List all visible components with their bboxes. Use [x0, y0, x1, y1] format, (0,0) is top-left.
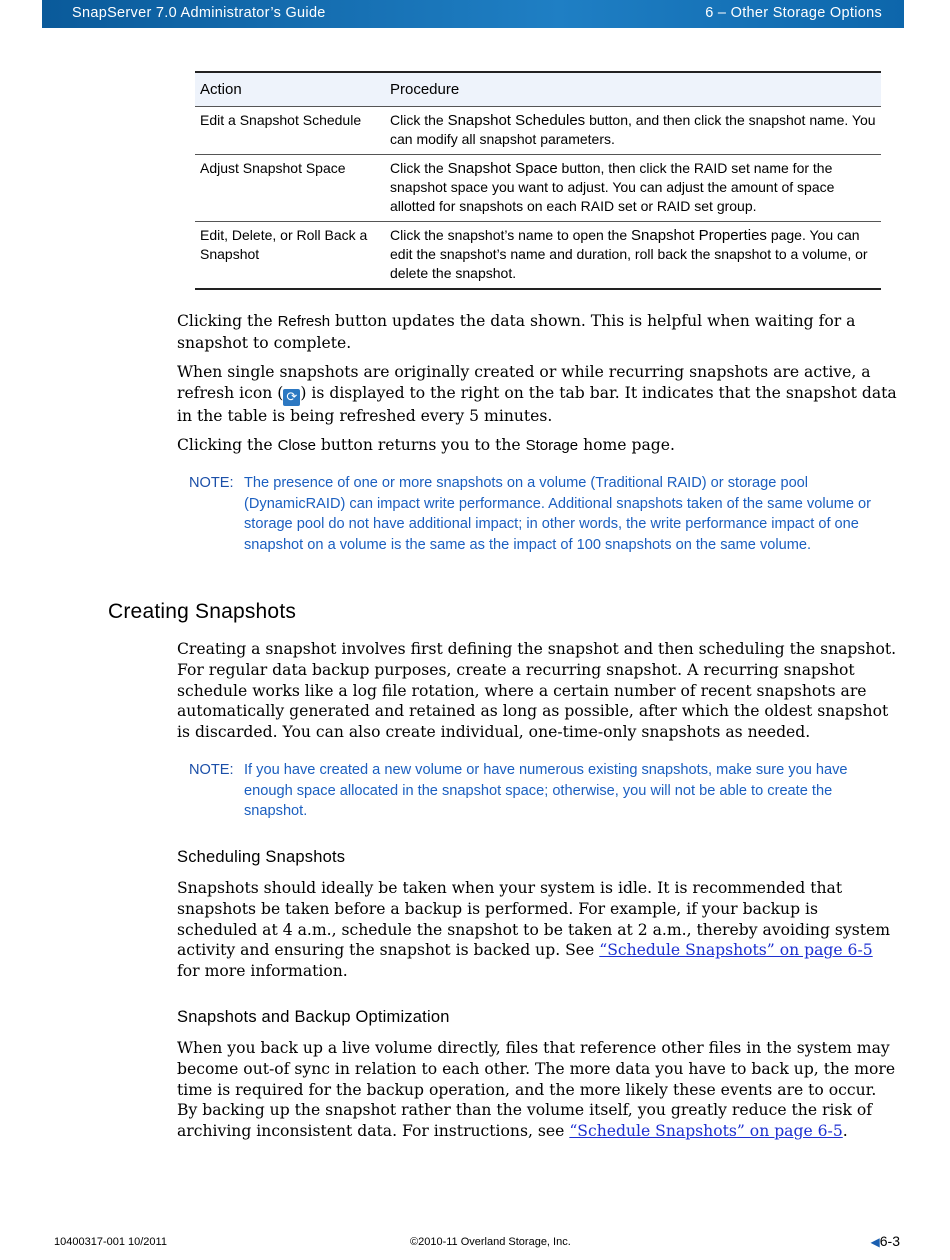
procedure-text: Click the: [390, 112, 448, 128]
body-text: Clicking the: [177, 312, 278, 330]
page-number: [871, 1233, 900, 1249]
creating-paragraph: Creating a snapshot involves first defining the snapshot and then scheduling the snapshot. For regular data backup purposes, create a recurring snapshot. A recurring snapshot schedule works like a log file rotation, where a certain number of recent snapshots are automatically generated and retained as long as possible, after which the oldest snapshot is discarded. You can also create individual, one-time-only snapshots as needed.: [177, 640, 897, 742]
body-text: ) is displayed to the right on the tab bar. It indicates that the snapshot data in the table is being refreshed every 5 minutes.: [177, 383, 897, 425]
ui-term: Snapshot Schedules: [447, 112, 586, 129]
procedure-cell: [385, 155, 881, 222]
refresh-icon: ⟳: [283, 389, 300, 406]
subsection-title-backup-optimization: Snapshots and Backup Optimization: [177, 1008, 450, 1026]
header-chapter-title: 6 – Other Storage Options: [705, 5, 882, 21]
table-header-row: [195, 72, 881, 107]
body-text: home page.: [578, 436, 675, 454]
schedule-snapshots-link[interactable]: “Schedule Snapshots” on page 6-5: [599, 941, 873, 960]
body-text: for more information.: [177, 962, 348, 981]
table-row: [195, 222, 881, 290]
ui-term: Snapshot Space: [447, 160, 558, 177]
procedure-text: Click the snapshot’s name to open the: [390, 227, 632, 243]
table-row: [195, 107, 881, 155]
body-text: Clicking the: [177, 436, 278, 454]
procedure-cell: [385, 222, 881, 290]
body-text: button returns you to the: [315, 436, 526, 454]
body-text: Snapshots should ideally be taken when your system is idle. It is recommended that snapshots be taken before a backup is performed. For example, if your backup is scheduled at 4 a.m., schedule the snapshot to be taken at 2 a.m., thereby avoiding system activity and ensuring the snapshot is backed up. See: [177, 879, 891, 960]
action-cell: Edit, Delete, or Roll Back a Snapshot: [195, 222, 385, 290]
page-number-text: 6-3: [879, 1233, 900, 1249]
column-header-procedure: Procedure: [385, 72, 881, 107]
procedure-cell: [385, 107, 881, 155]
table-row: [195, 155, 881, 222]
procedure-text: Click the: [390, 160, 448, 176]
body-text: When you back up a live volume directly, files that reference other files in the system may become out-of sync in relation to each other. The more data you have to back up, the more time is required for the backup operation, and the more likely these events are to occur. By backing up the snapshot rather than the volume itself, you greatly reduce the risk of archiving inconsistent data. For instructions, see: [177, 1039, 896, 1141]
action-procedure-table: [195, 71, 881, 290]
body-text: .: [842, 1122, 848, 1141]
procedure-text: page. You can edit the snapshot’s name and duration, roll back the snapshot to a volume, or delete the snapshot.: [390, 227, 868, 281]
storage-page-term: Storage: [525, 437, 579, 454]
schedule-snapshots-link[interactable]: “Schedule Snapshots” on page 6-5: [569, 1122, 843, 1141]
action-cell: Adjust Snapshot Space: [195, 155, 385, 222]
ui-term: Snapshot Properties: [631, 227, 767, 244]
previous-page-icon[interactable]: ◀: [870, 1235, 880, 1249]
close-paragraph: [177, 435, 899, 457]
close-button-term: Close: [277, 437, 316, 454]
procedure-text: button, and then click the snapshot name. You can modify all snapshot parameters.: [390, 112, 876, 147]
body-text: button updates the data shown. This is helpful when waiting for a snapshot to complete.: [177, 312, 856, 352]
refresh-paragraph: [177, 311, 899, 354]
refresh-button-term: Refresh: [277, 313, 331, 330]
note-text: If you have created a new volume or have numerous existing snapshots, make sure you have enough space allocated in the snapshot space; otherwise, you will not be able to create the snapshot.: [244, 762, 848, 820]
note-label: NOTE:: [189, 475, 234, 491]
footer-copyright: ©2010-11 Overland Storage, Inc.: [410, 1236, 571, 1248]
refresh-icon-paragraph: [177, 362, 899, 427]
note-text: The presence of one or more snapshots on a volume (Traditional RAID) or storage pool (DynamicRAID) can impact write performance. Additional snapshots taken of the same volume or storage pool do not have additional impact; in other words, the write performance impact of one snapshot on a volume is the same as the impact of 100 snapshots on the same volume.: [244, 475, 871, 553]
column-header-action: Action: [195, 72, 385, 107]
header-guide-title: SnapServer 7.0 Administrator’s Guide: [72, 5, 326, 21]
body-text: When single snapshots are originally created or while recurring snapshots are active, a refresh icon (: [177, 363, 871, 402]
running-header: [42, 0, 904, 28]
section-title: Creating Snapshots: [108, 600, 297, 623]
note-label: NOTE:: [189, 762, 234, 778]
footer-doc-number: 10400317-001 10/2011: [54, 1236, 167, 1248]
scheduling-paragraph: [177, 878, 899, 982]
subsection-title-scheduling: Scheduling Snapshots: [177, 848, 346, 866]
procedure-text: button, then click the RAID set name for the snapshot space you want to adjust. You can adjust the amount of space allotted for snapshots on each RAID set or RAID set group.: [390, 160, 835, 214]
note-write-performance: [189, 473, 889, 555]
backup-optimization-paragraph: [177, 1038, 899, 1142]
action-cell: Edit a Snapshot Schedule: [195, 107, 385, 155]
note-snapshot-space: [189, 760, 889, 822]
